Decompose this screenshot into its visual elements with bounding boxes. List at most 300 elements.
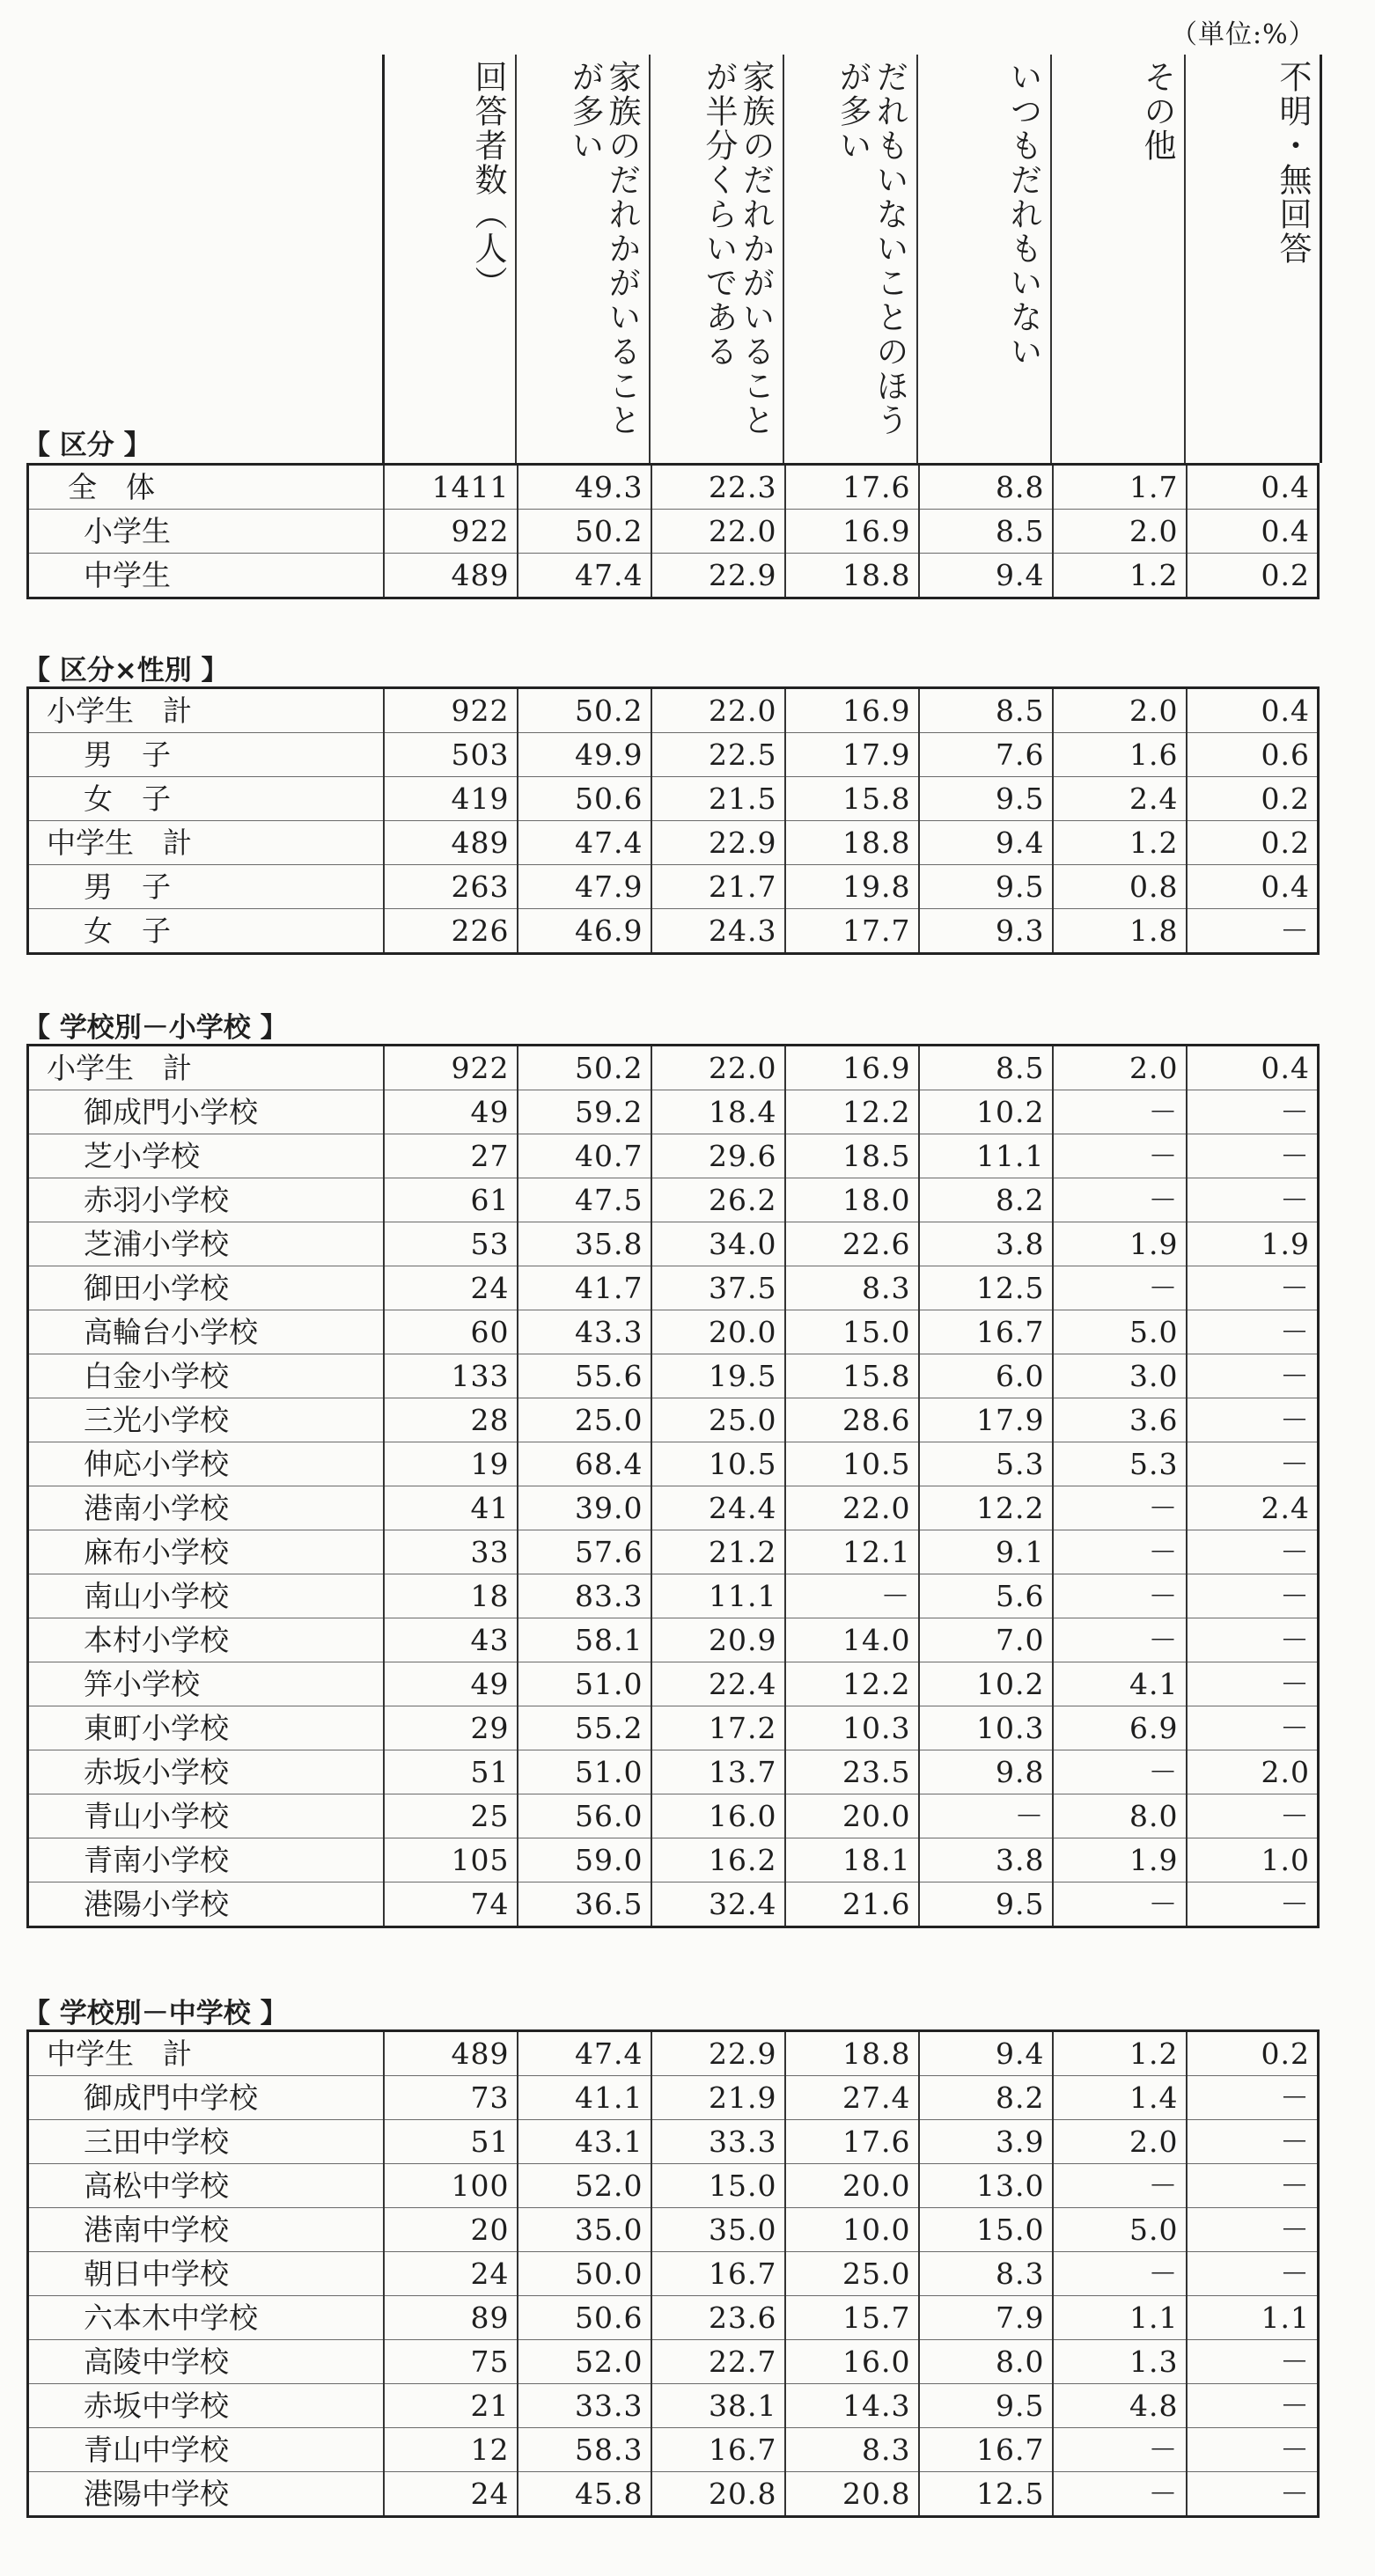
row-value: 3.9 — [919, 2120, 1053, 2164]
row-value: 9.5 — [919, 777, 1053, 821]
row-value: 3.8 — [919, 1222, 1053, 1266]
row-value: － — [919, 1794, 1053, 1838]
row-label: 高松中学校 — [28, 2164, 384, 2208]
row-value: 6.9 — [1053, 1706, 1187, 1750]
row-value: 20.8 — [785, 2472, 919, 2517]
row-value: 15.7 — [785, 2296, 919, 2340]
row-value: 61 — [384, 1178, 518, 1222]
row-value: 100 — [384, 2164, 518, 2208]
row-value: 16.7 — [919, 2428, 1053, 2472]
row-value: 24 — [384, 2472, 518, 2517]
row-value: 34.0 — [651, 1222, 785, 1266]
row-value: 47.9 — [518, 865, 651, 909]
row-value: － — [1187, 2164, 1319, 2208]
row-value: 16.7 — [651, 2428, 785, 2472]
row-value: 15.0 — [651, 2164, 785, 2208]
row-value: － — [1053, 1618, 1187, 1662]
row-value: 15.8 — [785, 1354, 919, 1398]
row-value: 22.7 — [651, 2340, 785, 2384]
row-value: 28 — [384, 1398, 518, 1442]
row-value: 1.7 — [1053, 465, 1187, 510]
row-label: 小学生 計 — [28, 688, 384, 733]
row-value: － — [1187, 2076, 1319, 2120]
row-value: 4.8 — [1053, 2384, 1187, 2428]
row-value: 50.2 — [518, 510, 651, 554]
row-value: 21.7 — [651, 865, 785, 909]
row-value: 49 — [384, 1662, 518, 1706]
row-value: － — [1187, 2252, 1319, 2296]
row-value: 74 — [384, 1882, 518, 1927]
table-category-gender — [26, 686, 1320, 955]
row-label: 港陽中学校 — [28, 2472, 384, 2517]
row-value: － — [1187, 2384, 1319, 2428]
row-value: 21 — [384, 2384, 518, 2428]
row-value: 10.3 — [919, 1706, 1053, 1750]
row-label: 青山中学校 — [28, 2428, 384, 2472]
row-value: 9.3 — [919, 909, 1053, 954]
table-row — [28, 2384, 1319, 2428]
row-value: 9.1 — [919, 1530, 1053, 1574]
row-value: 55.6 — [518, 1354, 651, 1398]
row-value: 83.3 — [518, 1574, 651, 1618]
row-label: 朝日中学校 — [28, 2252, 384, 2296]
row-value: 3.8 — [919, 1838, 1053, 1882]
table-row — [28, 1046, 1319, 1090]
row-value: 51 — [384, 1750, 518, 1794]
row-value: 18.8 — [785, 821, 919, 865]
row-value: 10.0 — [785, 2208, 919, 2252]
table-row — [28, 1530, 1319, 1574]
table-row — [28, 1398, 1319, 1442]
table-row — [28, 1442, 1319, 1486]
row-value: － — [1053, 2252, 1187, 2296]
row-value: 1.2 — [1053, 821, 1187, 865]
row-value: 24 — [384, 2252, 518, 2296]
row-value: 12.2 — [785, 1662, 919, 1706]
row-value: 50.6 — [518, 2296, 651, 2340]
row-value: 17.6 — [785, 465, 919, 510]
table-row — [28, 1662, 1319, 1706]
row-label: 御成門小学校 — [28, 1090, 384, 1134]
row-value: 9.4 — [919, 2031, 1053, 2076]
row-value: － — [785, 1574, 919, 1618]
table-row — [28, 733, 1319, 777]
row-label: 赤羽小学校 — [28, 1178, 384, 1222]
row-value: 16.0 — [785, 2340, 919, 2384]
header-col-other: その他 — [1052, 55, 1186, 463]
row-value: 56.0 — [518, 1794, 651, 1838]
table-row — [28, 2340, 1319, 2384]
row-value: 1.1 — [1053, 2296, 1187, 2340]
header-col-nobody-always: いつもだれもいない — [918, 55, 1052, 463]
section-title-category-gender: 【 区分×性別 】 — [23, 655, 229, 686]
row-value: 59.2 — [518, 1090, 651, 1134]
row-value: 12.2 — [919, 1486, 1053, 1530]
row-label: 麻布小学校 — [28, 1530, 384, 1574]
row-value: － — [1187, 1618, 1319, 1662]
row-value: 47.4 — [518, 2031, 651, 2076]
row-value: 1.8 — [1053, 909, 1187, 954]
row-value: 10.5 — [651, 1442, 785, 1486]
row-value: 922 — [384, 688, 518, 733]
row-value: 47.4 — [518, 821, 651, 865]
row-label: 赤坂中学校 — [28, 2384, 384, 2428]
row-value: 15.0 — [785, 1310, 919, 1354]
row-value: 9.5 — [919, 1882, 1053, 1927]
row-value: 5.3 — [1053, 1442, 1187, 1486]
row-value: 40.7 — [518, 1134, 651, 1178]
row-value: 12.5 — [919, 2472, 1053, 2517]
row-value: 20.0 — [785, 1794, 919, 1838]
row-value: － — [1187, 1178, 1319, 1222]
column-header — [382, 55, 1322, 463]
row-value: － — [1187, 1398, 1319, 1442]
row-value: 7.0 — [919, 1618, 1053, 1662]
row-value: 419 — [384, 777, 518, 821]
row-value: 1.1 — [1187, 2296, 1319, 2340]
row-label: 港南小学校 — [28, 1486, 384, 1530]
row-value: 2.0 — [1053, 1046, 1187, 1090]
header-col-family-half: 家族のだれかがいることが半分くらいである — [651, 55, 784, 463]
row-value: 20.8 — [651, 2472, 785, 2517]
table-row — [28, 865, 1319, 909]
row-value: － — [1187, 1354, 1319, 1398]
header-col-nobody-often: だれもいないことのほうが多い — [784, 55, 918, 463]
row-value: 5.0 — [1053, 1310, 1187, 1354]
row-value: 51.0 — [518, 1662, 651, 1706]
row-value: 22.0 — [785, 1486, 919, 1530]
row-value: － — [1187, 1442, 1319, 1486]
row-label: 港南中学校 — [28, 2208, 384, 2252]
row-value: 18.1 — [785, 1838, 919, 1882]
row-label: 中学生 — [28, 554, 384, 598]
row-value: 7.6 — [919, 733, 1053, 777]
row-value: 19 — [384, 1442, 518, 1486]
row-value: 43 — [384, 1618, 518, 1662]
row-value: 29.6 — [651, 1134, 785, 1178]
row-value: － — [1187, 1706, 1319, 1750]
row-value: 19.8 — [785, 865, 919, 909]
row-value: 133 — [384, 1354, 518, 1398]
row-label: 中学生 計 — [28, 821, 384, 865]
table-row — [28, 909, 1319, 954]
table-row — [28, 777, 1319, 821]
row-value: 51.0 — [518, 1750, 651, 1794]
row-value: 39.0 — [518, 1486, 651, 1530]
row-value: 16.2 — [651, 1838, 785, 1882]
row-value: 922 — [384, 1046, 518, 1090]
row-value: 8.5 — [919, 510, 1053, 554]
row-value: 68.4 — [518, 1442, 651, 1486]
table-row — [28, 554, 1319, 598]
unit-note: （単位:%） — [1171, 19, 1316, 50]
table-row — [28, 1310, 1319, 1354]
table-row — [28, 688, 1319, 733]
row-value: 7.9 — [919, 2296, 1053, 2340]
row-value: 8.2 — [919, 1178, 1053, 1222]
row-value: 16.9 — [785, 510, 919, 554]
row-value: － — [1053, 1574, 1187, 1618]
row-value: 22.6 — [785, 1222, 919, 1266]
row-value: 14.0 — [785, 1618, 919, 1662]
row-value: 25.0 — [651, 1398, 785, 1442]
table-row — [28, 1706, 1319, 1750]
row-label: 御田小学校 — [28, 1266, 384, 1310]
row-value: － — [1053, 1882, 1187, 1927]
row-value: 0.2 — [1187, 554, 1319, 598]
row-label: 男 子 — [28, 865, 384, 909]
row-value: 33 — [384, 1530, 518, 1574]
row-value: 12 — [384, 2428, 518, 2472]
table-row — [28, 1090, 1319, 1134]
row-value: － — [1053, 1178, 1187, 1222]
row-value: 489 — [384, 2031, 518, 2076]
row-value: 43.3 — [518, 1310, 651, 1354]
row-value: 50.2 — [518, 1046, 651, 1090]
row-label: 青南小学校 — [28, 1838, 384, 1882]
row-value: － — [1187, 1530, 1319, 1574]
row-value: 6.0 — [919, 1354, 1053, 1398]
table-row — [28, 1266, 1319, 1310]
row-value: － — [1053, 1266, 1187, 1310]
row-value: 1.9 — [1053, 1838, 1187, 1882]
table-row — [28, 1882, 1319, 1927]
row-value: 1.0 — [1187, 1838, 1319, 1882]
row-value: 9.5 — [919, 865, 1053, 909]
row-value: 1.3 — [1053, 2340, 1187, 2384]
row-value: 12.1 — [785, 1530, 919, 1574]
row-value: 13.0 — [919, 2164, 1053, 2208]
row-value: 263 — [384, 865, 518, 909]
row-value: 23.6 — [651, 2296, 785, 2340]
row-value: 22.9 — [651, 554, 785, 598]
row-label: 女 子 — [28, 909, 384, 954]
row-value: 16.9 — [785, 688, 919, 733]
row-value: 22.0 — [651, 510, 785, 554]
row-value: 105 — [384, 1838, 518, 1882]
table-row — [28, 2296, 1319, 2340]
row-value: 23.5 — [785, 1750, 919, 1794]
row-value: 2.0 — [1053, 2120, 1187, 2164]
row-value: 8.0 — [919, 2340, 1053, 2384]
row-value: － — [1187, 2428, 1319, 2472]
row-value: 20.9 — [651, 1618, 785, 1662]
table-row — [28, 2120, 1319, 2164]
row-label: 小学生 — [28, 510, 384, 554]
table-row — [28, 2076, 1319, 2120]
row-value: 3.0 — [1053, 1354, 1187, 1398]
row-value: 89 — [384, 2296, 518, 2340]
table-row — [28, 1222, 1319, 1266]
row-value: 8.3 — [919, 2252, 1053, 2296]
row-value: 10.2 — [919, 1090, 1053, 1134]
row-label: 中学生 計 — [28, 2031, 384, 2076]
row-value: 26.2 — [651, 1178, 785, 1222]
row-value: － — [1187, 1266, 1319, 1310]
row-value: 41.7 — [518, 1266, 651, 1310]
row-value: 10.5 — [785, 1442, 919, 1486]
row-value: 922 — [384, 510, 518, 554]
row-value: 49.9 — [518, 733, 651, 777]
row-value: 50.2 — [518, 688, 651, 733]
row-value: 41 — [384, 1486, 518, 1530]
row-value: 22.9 — [651, 2031, 785, 2076]
row-value: 38.1 — [651, 2384, 785, 2428]
row-value: 22.5 — [651, 733, 785, 777]
row-value: 15.8 — [785, 777, 919, 821]
row-value: － — [1187, 2208, 1319, 2252]
row-value: 1.6 — [1053, 733, 1187, 777]
row-value: 16.0 — [651, 1794, 785, 1838]
row-label: 女 子 — [28, 777, 384, 821]
table-row — [28, 1750, 1319, 1794]
row-value: 1411 — [384, 465, 518, 510]
row-value: 13.7 — [651, 1750, 785, 1794]
row-value: 16.9 — [785, 1046, 919, 1090]
table-row — [28, 1794, 1319, 1838]
row-value: 50.6 — [518, 777, 651, 821]
row-value: 52.0 — [518, 2340, 651, 2384]
row-value: 2.0 — [1053, 510, 1187, 554]
table-row — [28, 1574, 1319, 1618]
row-value: 32.4 — [651, 1882, 785, 1927]
row-value: 10.3 — [785, 1706, 919, 1750]
row-value: － — [1053, 1134, 1187, 1178]
row-label: 東町小学校 — [28, 1706, 384, 1750]
row-value: 18.5 — [785, 1134, 919, 1178]
row-value: － — [1187, 1090, 1319, 1134]
row-value: 16.7 — [651, 2252, 785, 2296]
row-value: 17.2 — [651, 1706, 785, 1750]
row-label: 芝小学校 — [28, 1134, 384, 1178]
row-value: 58.1 — [518, 1618, 651, 1662]
row-value: 226 — [384, 909, 518, 954]
row-value: 35.0 — [518, 2208, 651, 2252]
row-value: － — [1187, 909, 1319, 954]
row-value: 0.4 — [1187, 1046, 1319, 1090]
row-value: 9.4 — [919, 554, 1053, 598]
row-value: 51 — [384, 2120, 518, 2164]
row-value: 1.4 — [1053, 2076, 1187, 2120]
row-value: 489 — [384, 554, 518, 598]
row-value: 43.1 — [518, 2120, 651, 2164]
row-value: 8.0 — [1053, 1794, 1187, 1838]
table-row — [28, 1838, 1319, 1882]
row-value: 15.0 — [919, 2208, 1053, 2252]
row-value: 22.4 — [651, 1662, 785, 1706]
row-value: 55.2 — [518, 1706, 651, 1750]
row-value: 8.5 — [919, 1046, 1053, 1090]
table-row — [28, 2472, 1319, 2517]
row-label: 三光小学校 — [28, 1398, 384, 1442]
row-value: 0.4 — [1187, 865, 1319, 909]
row-label: 赤坂小学校 — [28, 1750, 384, 1794]
row-value: － — [1187, 1662, 1319, 1706]
row-value: 16.7 — [919, 1310, 1053, 1354]
row-value: － — [1187, 1574, 1319, 1618]
row-value: 49.3 — [518, 465, 651, 510]
row-value: 8.5 — [919, 688, 1053, 733]
row-value: 1.2 — [1053, 2031, 1187, 2076]
row-value: 0.2 — [1187, 821, 1319, 865]
row-value: 19.5 — [651, 1354, 785, 1398]
row-value: 0.2 — [1187, 777, 1319, 821]
row-value: 60 — [384, 1310, 518, 1354]
row-value: － — [1187, 2472, 1319, 2517]
row-value: 17.9 — [919, 1398, 1053, 1442]
row-value: 47.5 — [518, 1178, 651, 1222]
row-value: 18 — [384, 1574, 518, 1618]
row-label: 三田中学校 — [28, 2120, 384, 2164]
row-value: 10.2 — [919, 1662, 1053, 1706]
row-value: 27.4 — [785, 2076, 919, 2120]
row-value: 27 — [384, 1134, 518, 1178]
table-row — [28, 821, 1319, 865]
row-value: 20 — [384, 2208, 518, 2252]
row-value: 21.9 — [651, 2076, 785, 2120]
section-title-category: 【 区分 】 — [23, 429, 151, 461]
table-row — [28, 2164, 1319, 2208]
row-value: 33.3 — [651, 2120, 785, 2164]
row-value: 12.2 — [785, 1090, 919, 1134]
row-label: 笄小学校 — [28, 1662, 384, 1706]
row-value: 11.1 — [919, 1134, 1053, 1178]
row-value: 36.5 — [518, 1882, 651, 1927]
row-value: 8.2 — [919, 2076, 1053, 2120]
row-value: － — [1053, 1750, 1187, 1794]
row-value: － — [1187, 1134, 1319, 1178]
table-junior-high-schools — [26, 2029, 1320, 2518]
row-value: 24.4 — [651, 1486, 785, 1530]
row-value: － — [1053, 2472, 1187, 2517]
row-label: 高輪台小学校 — [28, 1310, 384, 1354]
row-value: 2.0 — [1187, 1750, 1319, 1794]
row-value: － — [1187, 2340, 1319, 2384]
row-value: 59.0 — [518, 1838, 651, 1882]
row-value: 1.9 — [1187, 1222, 1319, 1266]
row-value: 8.3 — [785, 2428, 919, 2472]
section-title-elementary: 【 学校別－小学校 】 — [23, 1012, 288, 1044]
row-value: 58.3 — [518, 2428, 651, 2472]
row-label: 芝浦小学校 — [28, 1222, 384, 1266]
row-value: 33.3 — [518, 2384, 651, 2428]
row-value: 25.0 — [518, 1398, 651, 1442]
row-value: 20.0 — [785, 2164, 919, 2208]
table-row — [28, 1618, 1319, 1662]
row-value: 45.8 — [518, 2472, 651, 2517]
row-value: 28.6 — [785, 1398, 919, 1442]
row-value: 9.5 — [919, 2384, 1053, 2428]
row-label: 男 子 — [28, 733, 384, 777]
row-value: 489 — [384, 821, 518, 865]
row-value: 11.1 — [651, 1574, 785, 1618]
row-value: 17.7 — [785, 909, 919, 954]
row-value: 0.4 — [1187, 510, 1319, 554]
row-label: 白金小学校 — [28, 1354, 384, 1398]
row-value: 52.0 — [518, 2164, 651, 2208]
row-value: 5.6 — [919, 1574, 1053, 1618]
row-value: 25 — [384, 1794, 518, 1838]
row-value: 53 — [384, 1222, 518, 1266]
header-col-family-often: 家族のだれかがいることが多い — [517, 55, 651, 463]
row-value: 18.8 — [785, 554, 919, 598]
table-elementary-schools — [26, 1044, 1320, 1928]
row-value: － — [1053, 1090, 1187, 1134]
row-value: 1.2 — [1053, 554, 1187, 598]
table-row — [28, 1134, 1319, 1178]
row-value: 14.3 — [785, 2384, 919, 2428]
row-value: 17.9 — [785, 733, 919, 777]
